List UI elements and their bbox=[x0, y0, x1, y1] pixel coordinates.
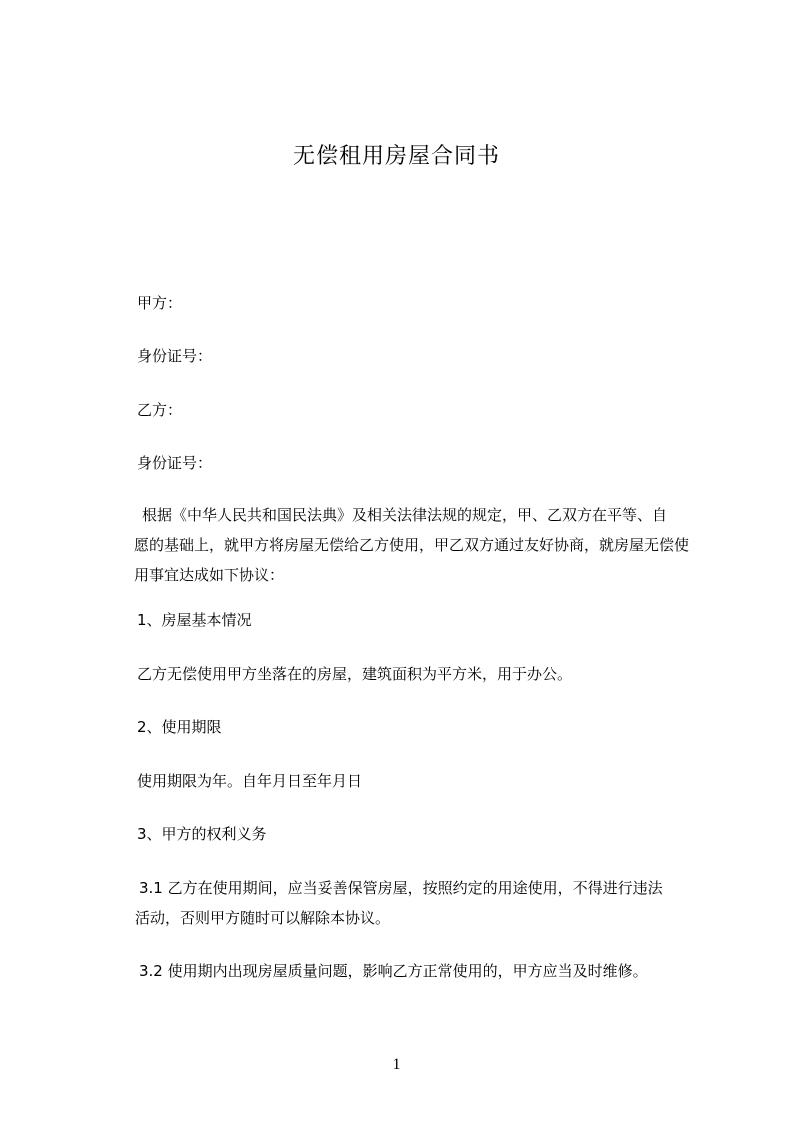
page-number: 1 bbox=[392, 1056, 401, 1073]
party-a-id-label: 身份证号： bbox=[137, 347, 213, 365]
preamble-line: 愿的基础上，就甲方将房屋无偿给乙方使用，甲乙双方通过友好协商，就房屋无偿使 bbox=[134, 536, 690, 554]
section-1-heading: 1、房屋基本情况 bbox=[137, 611, 252, 629]
clause-3-2: 3.2 使用期内出现房屋质量问题，影响乙方正常使用的，甲方应当及时维修。 bbox=[139, 962, 648, 980]
party-b-id-label: 身份证号： bbox=[137, 454, 213, 472]
document-title: 无偿租用房屋合同书 bbox=[292, 144, 500, 169]
section-3-heading: 3、甲方的权利义务 bbox=[137, 825, 267, 843]
party-a-label: 甲方： bbox=[137, 294, 183, 312]
preamble-line: 用事宜达成如下协议： bbox=[134, 566, 285, 584]
party-b-label: 乙方： bbox=[137, 401, 183, 419]
section-1-text: 乙方无偿使用甲方坐落在的房屋，建筑面积为平方米，用于办公。 bbox=[137, 665, 573, 683]
clause-3-1-line: 活动，否则甲方随时可以解除本协议。 bbox=[135, 909, 391, 927]
preamble-line: 根据《中华人民共和国民法典》及相关法律法规的规定，甲、乙双方在平等、自 bbox=[142, 506, 668, 524]
clause-3-1-line: 3.1 乙方在使用期间，应当妥善保管房屋，按照约定的用途使用，不得进行违法 bbox=[139, 879, 663, 897]
section-2-heading: 2、使用期限 bbox=[137, 718, 222, 736]
clause-3-1-paragraph bbox=[135, 873, 703, 933]
preamble-paragraph bbox=[135, 500, 703, 590]
section-2-text: 使用期限为年。自年月日至年月日 bbox=[137, 772, 363, 790]
